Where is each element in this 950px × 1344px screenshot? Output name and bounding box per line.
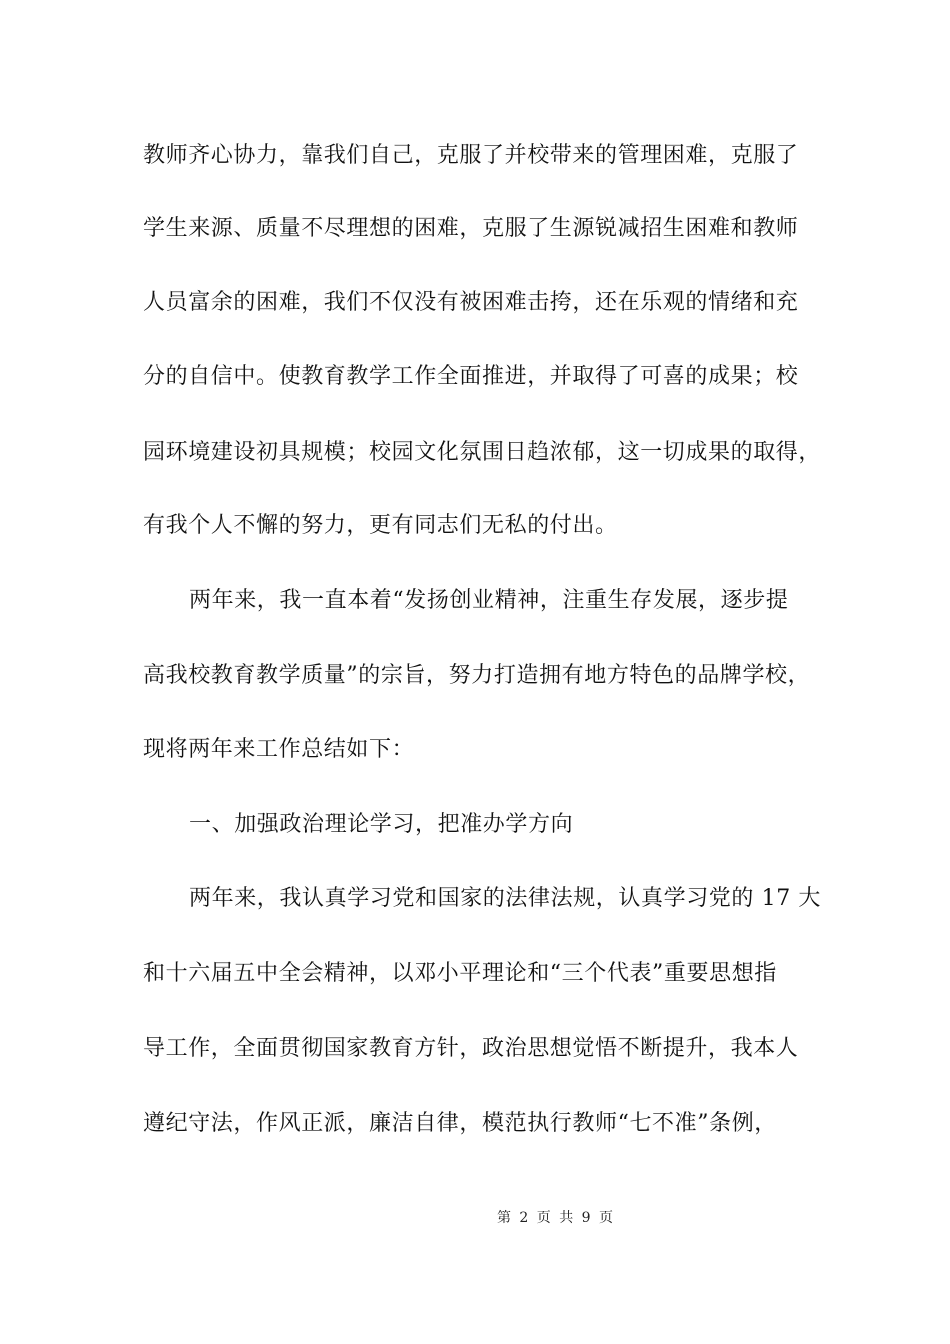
page-number-footer: 第 2 页 共 9 页	[496, 1210, 614, 1226]
paragraph-line: 学生来源、质量不尽理想的困难，克服了生源锐减招生困难和教师	[143, 216, 799, 241]
paragraph-line: 两年来，我一直本着“发扬创业精神，注重生存发展，逐步提	[189, 588, 789, 613]
paragraph-line: 和十六届五中全会精神，以邓小平理论和“三个代表”重要思想指	[143, 961, 777, 986]
paragraph-line: 人员富余的困难，我们不仅没有被困难击挎，还在乐观的情绪和充	[143, 290, 799, 315]
paragraph-line: 现将两年来工作总结如下：	[143, 737, 415, 762]
paragraph-line: 两年来，我认真学习党和国家的法律法规，认真学习党的 17 大	[189, 886, 821, 911]
paragraph-line: 导工作，全面贯彻国家教育方针，政治思想觉悟不断提升，我本人	[143, 1036, 799, 1061]
paragraph-line: 遵纪守法，作风正派，廉洁自律，模范执行教师“七不准”条例，	[143, 1111, 777, 1136]
paragraph-line: 高我校教育教学质量”的宗旨，努力打造拥有地方特色的品牌学校，	[143, 663, 811, 688]
section-heading: 一、加强政治理论学习，把准办学方向	[189, 812, 574, 837]
paragraph-line: 分的自信中。使教育教学工作全面推进，并取得了可喜的成果；校	[143, 364, 799, 389]
paragraph-line: 园环境建设初具规模；校园文化氛围日趋浓郁，这一切成果的取得，	[143, 440, 822, 465]
paragraph-line: 教师齐心协力，靠我们自己，克服了并校带来的管理困难，克服了	[143, 143, 799, 168]
paragraph-line: 有我个人不懈的努力，更有同志们无私的付出。	[143, 513, 618, 538]
